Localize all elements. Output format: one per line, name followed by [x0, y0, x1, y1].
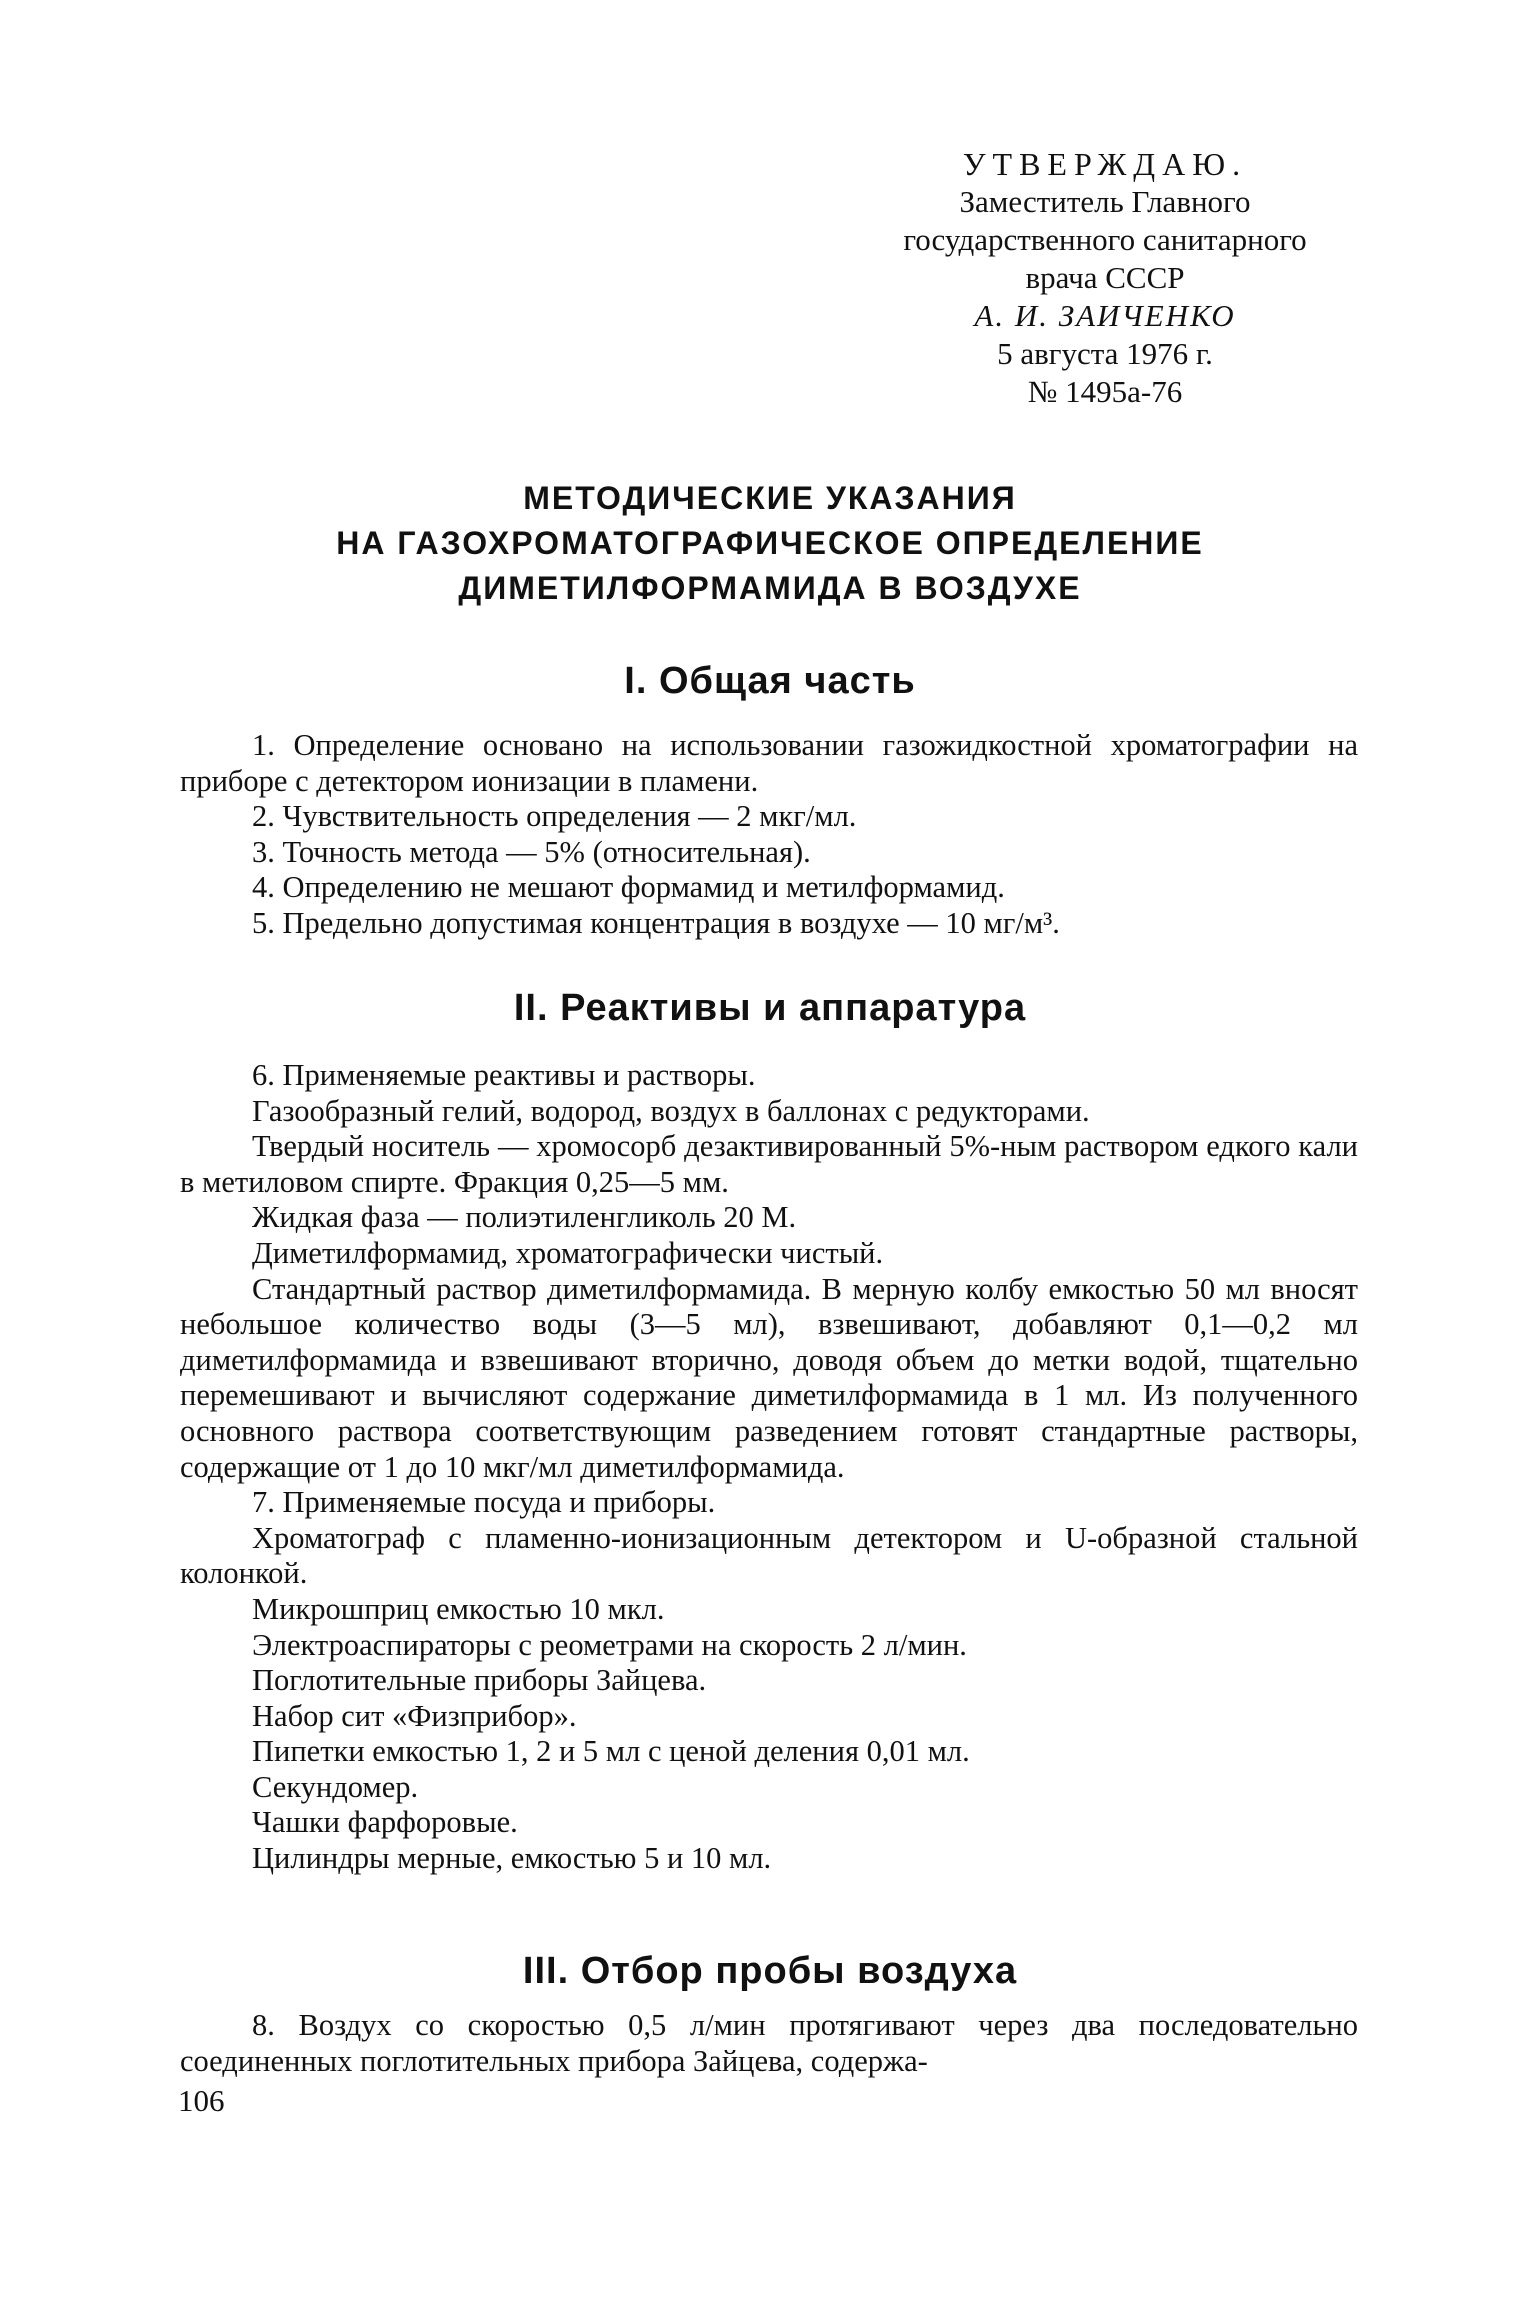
paragraph: 4. Определению не мешают формамид и метилформамид.: [252, 870, 1005, 905]
approval-signer: А. И. ЗАИЧЕНКО: [974, 298, 1236, 333]
paragraph: 5. Предельно допустимая концентрация в воздухе — 10 мг/м³.: [252, 905, 1060, 940]
paragraph: Пипетки емкостью 1, 2 и 5 мл с ценой деления 0,01 мл.: [252, 1734, 970, 1769]
paragraph: Цилиндры мерные, емкостью 5 и 10 мл.: [252, 1841, 772, 1876]
section-heading-sampling: III. Отбор пробы воздуха: [522, 1950, 1018, 1992]
document-title: [170, 476, 1370, 611]
paragraph: 3. Точность метода — 5% (относительная).: [252, 834, 811, 869]
paragraph: Электроаспираторы с реометрами на скорость 2 л/мин.: [252, 1627, 967, 1662]
paragraph: Микрошприц емкостью 10 мкл.: [252, 1591, 665, 1626]
title-line: НА ГАЗОХРОМАТОГРАФИЧЕСКОЕ ОПРЕДЕЛЕНИЕ: [336, 525, 1204, 561]
section-body-general: [180, 728, 1358, 942]
paragraph: Поглотительные приборы Зайцева.: [252, 1663, 707, 1698]
section-heading-general: I. Общая часть: [624, 660, 916, 702]
approval-line: Заместитель Главного: [959, 184, 1251, 219]
paragraph: Газообразный гелий, водород, воздух в баллонах с редукторами.: [252, 1093, 1090, 1128]
approval-line: врача СССР: [1025, 260, 1185, 295]
paragraph: 2. Чувствительность определения — 2 мкг/мл.: [252, 799, 857, 834]
approval-line: государственного санитарного: [903, 222, 1307, 257]
approval-number: № 1495а-76: [1027, 374, 1183, 409]
paragraph: Чашки фарфоровые.: [252, 1805, 518, 1840]
paragraph: Хроматограф с пламенно-ионизационным детектором и U-образной стальной колонкой.: [180, 1520, 1358, 1591]
paragraph: 1. Определение основано на использовании газожидкостной хроматографии на приборе с детектором ионизации в пламени.: [180, 728, 1358, 798]
paragraph: Набор сит «Физприбор».: [252, 1698, 577, 1733]
section-body-reagents: [180, 1058, 1358, 1877]
title-line: ДИМЕТИЛФОРМАМИДА В ВОЗДУХЕ: [458, 570, 1082, 606]
paragraph: Твердый носитель — хромосорб дезактивированный 5%-ным раствором едкого кали в метиловом спирте. Фракция 0,25—5 мм.: [180, 1129, 1358, 1199]
page-number: 106: [178, 2083, 225, 2118]
paragraph: Диметилформамид, хроматографически чистый.: [252, 1235, 884, 1270]
section-heading-reagents: II. Реактивы и аппаратура: [513, 987, 1027, 1029]
paragraph: 6. Применяемые реактивы и растворы.: [252, 1058, 756, 1092]
paragraph: Секундомер.: [252, 1769, 419, 1804]
section-body-sampling: [180, 2008, 1358, 2079]
paragraph: Жидкая фаза — полиэтиленгликоль 20 М.: [252, 1200, 797, 1235]
approval-block: [870, 145, 1340, 411]
approval-date: 5 августа 1976 г.: [997, 336, 1213, 371]
paragraph: 8. Воздух со скоростью 0,5 л/мин протягивают через два последовательно соединенных поглотительных прибора Зайцева, содержа-: [180, 2008, 1358, 2078]
paragraph: Стандартный раствор диметилформамида. В мерную колбу емкостью 50 мл вносят небольшое количество воды (3—5 мл), взвешивают, добавляют 0,1—0,2 мл диметилформамида и взвешивают вторично, доводя объем до метки водой, тщательно перемешивают и вычисляют содержание диметилформамида в 1 мл. Из полученного основного раствора соответствующим разведением готовят стандартные растворы, содержащие от 1 до 10 мкг/мл диметилформамида.: [180, 1271, 1358, 1484]
title-line: МЕТОДИЧЕСКИЕ УКАЗАНИЯ: [523, 480, 1017, 516]
approval-heading: УТВЕРЖДАЮ.: [962, 146, 1248, 182]
paragraph: 7. Применяемые посуда и приборы.: [252, 1485, 716, 1520]
